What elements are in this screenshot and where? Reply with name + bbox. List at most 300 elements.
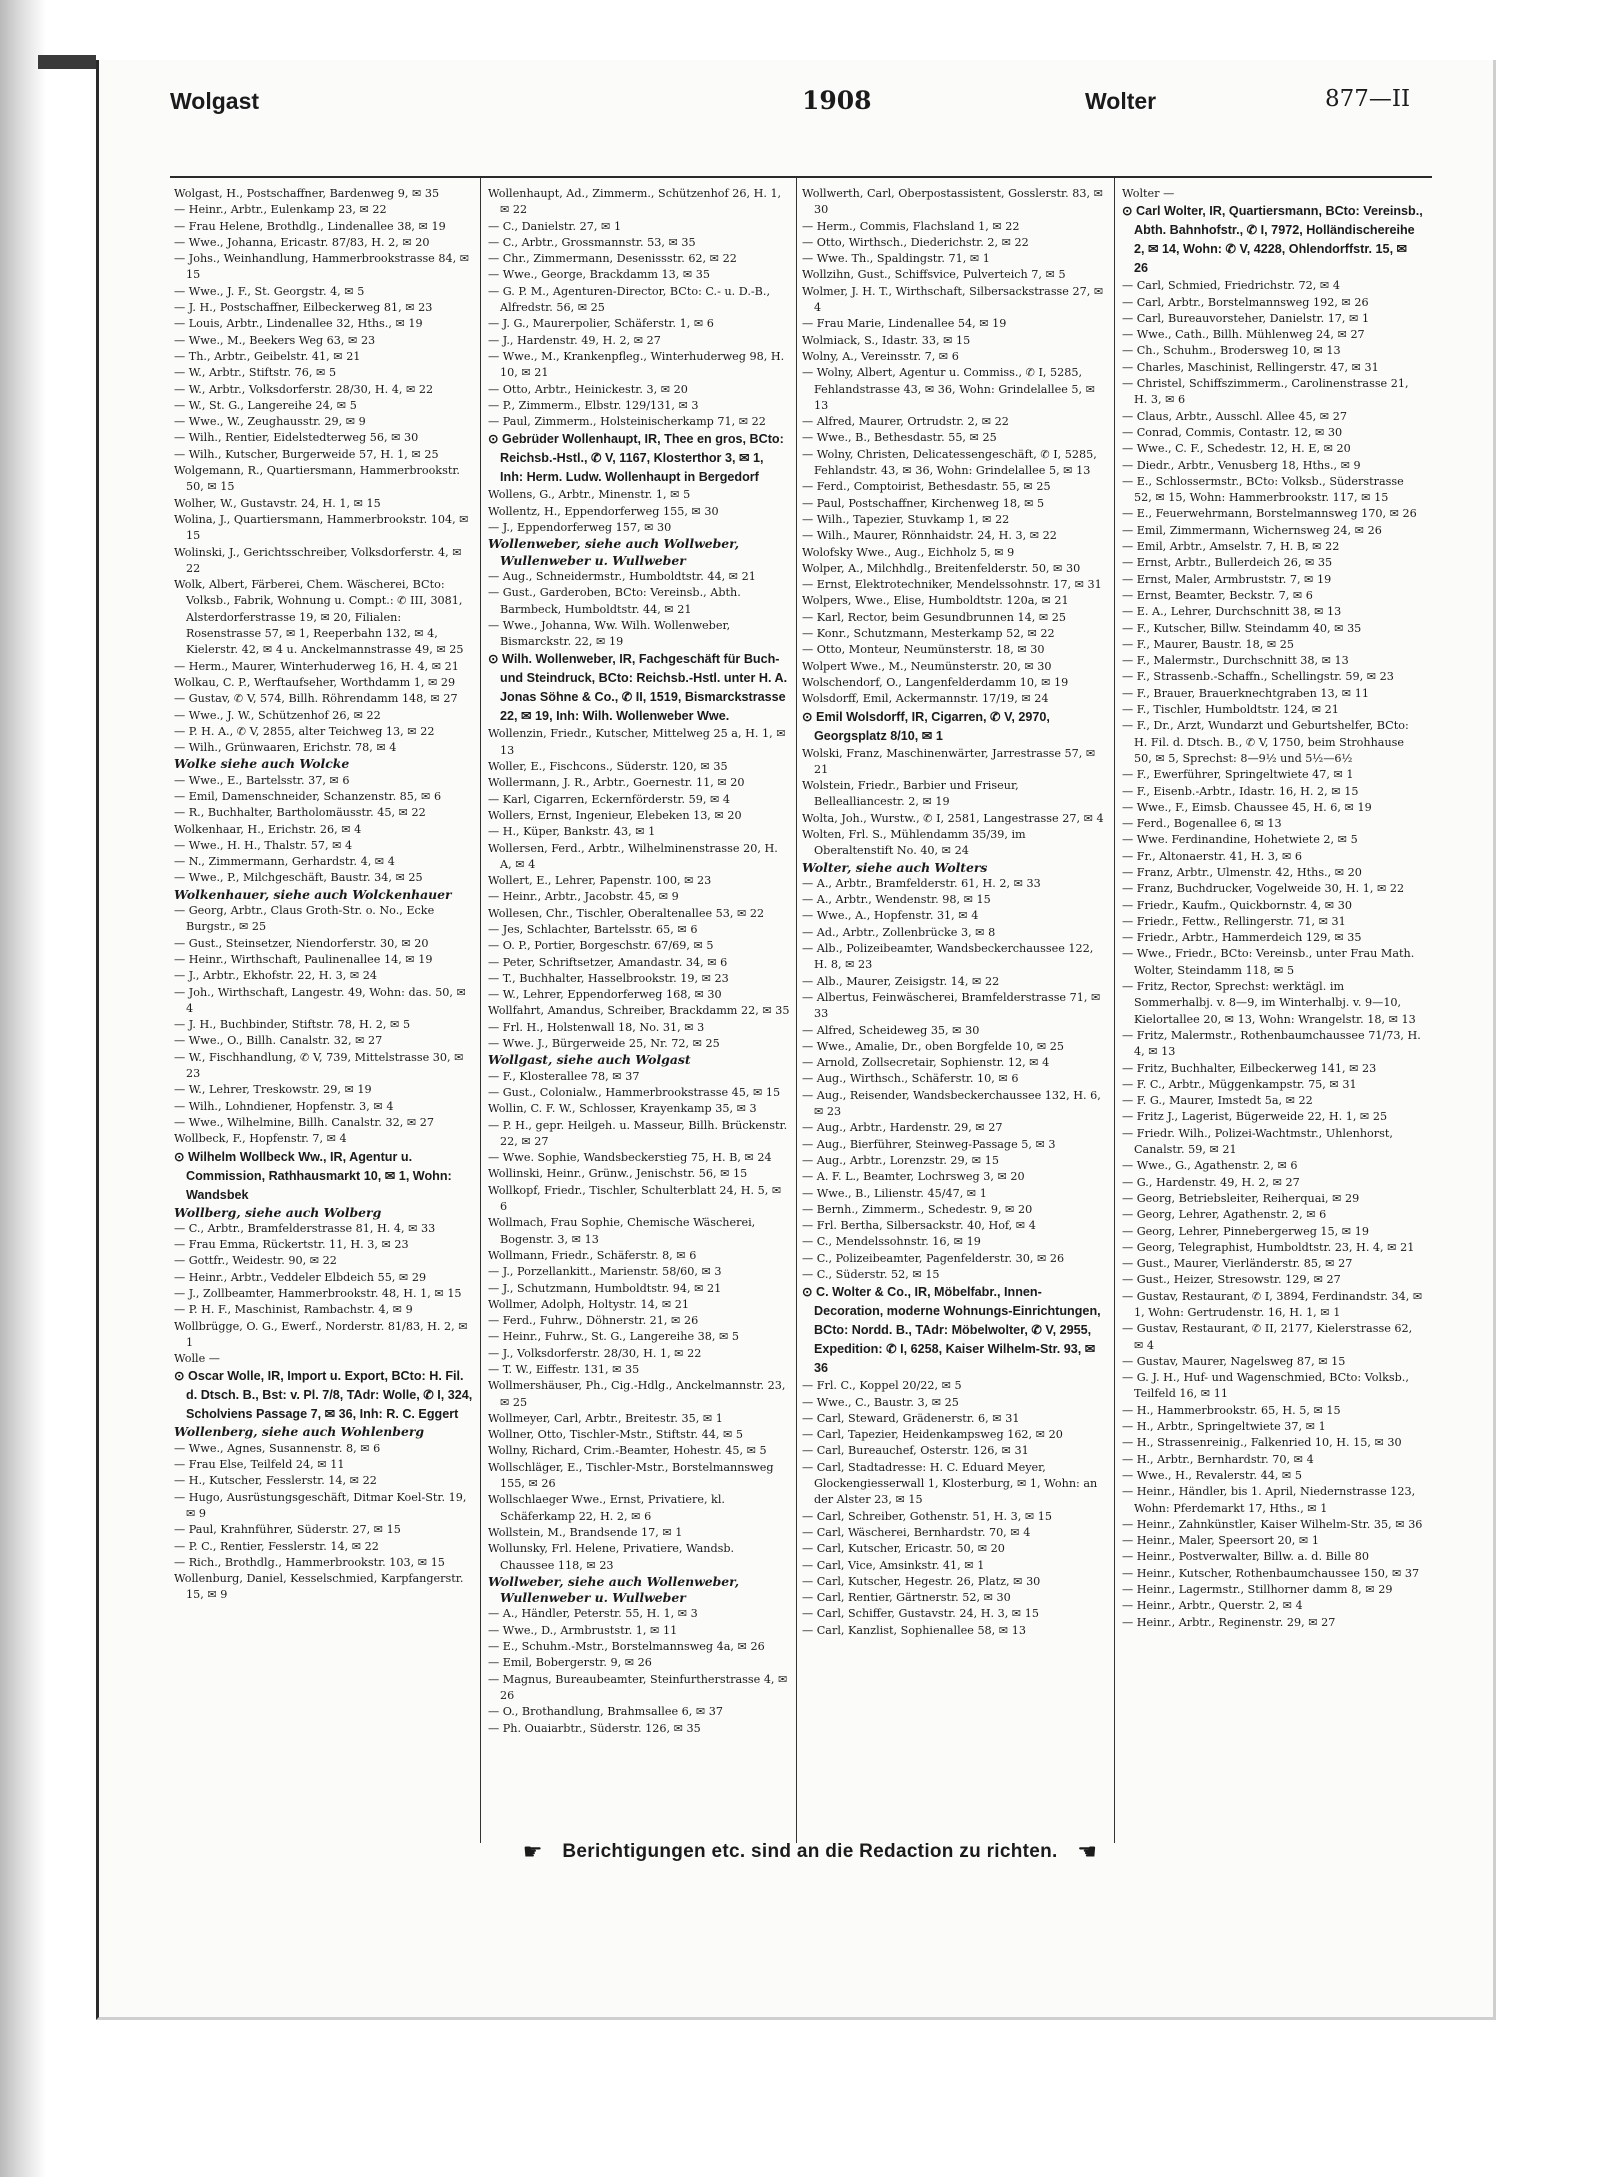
directory-entry: — Gust., Steinsetzer, Niendorferstr. 30, ✉ 20 — [174, 936, 429, 950]
directory-entry: Wolle — — [174, 1352, 220, 1366]
directory-entry: — Carl, Kanzlist, Sophienallee 58, ✉ 13 — [802, 1623, 1026, 1637]
directory-entry: — Franz, Buchdrucker, Vogelweide 30, H. 1, ✉ 22 — [1122, 882, 1405, 896]
directory-entry: — Wwe., Friedr., BCto: Vereinsb., unter Frau Math. Wolter, Steindamm 118, ✉ 5 — [1122, 947, 1415, 977]
directory-entry: — Heinr., Arbtr., Querstr. 2, ✉ 4 — [1122, 1599, 1303, 1613]
directory-entry: Wollstein, M., Brandsende 17, ✉ 1 — [488, 1525, 683, 1539]
directory-entry: — J., Porzellankitt., Marienstr. 58/60, ✉ 3 — [488, 1265, 722, 1279]
directory-entry: — J., Zollbeamter, Hammerbrookstr. 48, H. 1, ✉ 15 — [174, 1287, 462, 1300]
directory-entry: Wollunsky, Frl. Helene, Privatiere, Wandsb. Chaussee 118, ✉ 23 — [488, 1542, 735, 1572]
directory-entry: — Wwe., Amalie, Dr., oben Borgfelde 10, ✉ 25 — [802, 1039, 1065, 1053]
directory-entry: — Wilh., Tapezier, Stuvkamp 1, ✉ 22 — [802, 512, 1010, 526]
directory-entry: ⊙ Oscar Wolle, IR, Import u. Export, BCto: H. Fil. d. Dtsch. B., Bst: v. Pl. 7/8, TAdr: Wolle, ✆ I, 324, Scholviens Passage 7, ✉ 36, Inh: R. C. Eggert — [174, 1369, 473, 1422]
directory-entry: — Carl, Wäscherei, Bernhardstr. 70, ✉ 4 — [802, 1525, 1031, 1539]
directory-entry: — Friedr., Kaufm., Quickbornstr. 4, ✉ 30 — [1122, 898, 1352, 912]
directory-entry: — J. H., Postschaffner, Eilbeckerweg 81, ✉ 23 — [174, 301, 433, 315]
directory-entry: — Ferd., Bogenallee 6, ✉ 13 — [1122, 817, 1282, 831]
directory-entry: — Ph. Ouaiarbtr., Süderstr. 126, ✉ 35 — [488, 1721, 701, 1735]
directory-entry: Wolkenhauer, siehe auch Wolckenhauer — [174, 886, 452, 902]
directory-entry: — Wwe., F., Eimsb. Chaussee 45, H. 6, ✉ 19 — [1122, 800, 1372, 814]
directory-entry: Wollkopf, Friedr., Tischler, Schulterblatt 24, H. 5, ✉ 6 — [488, 1183, 782, 1214]
directory-entry: Wollenzin, Friedr., Kutscher, Mittelweg 25 a, H. 1, ✉ 13 — [488, 727, 786, 757]
directory-entry: Wollbeck, F., Hopfenstr. 7, ✉ 4 — [174, 1132, 347, 1146]
directory-entry: — J., Schutzmann, Humboldtstr. 94, ✉ 21 — [488, 1281, 722, 1295]
directory-entry: Wollens, G., Arbtr., Minenstr. 1, ✉ 5 — [488, 488, 691, 502]
directory-entry: — Peter, Schriftsetzer, Amandastr. 34, ✉ 6 — [488, 955, 728, 969]
directory-entry: Wolkenhaar, H., Erichstr. 26, ✉ 4 — [174, 822, 362, 836]
directory-entry: — Ernst, Maler, Armbruststr. 7, ✉ 19 — [1122, 572, 1332, 586]
directory-entry: — Georg, Betriebsleiter, Reiherquai, ✉ 29 — [1122, 1191, 1360, 1205]
directory-entry: — H., Arbtr., Bernhardstr. 70, ✉ 4 — [1122, 1452, 1314, 1466]
directory-entry: Wollmann, Friedr., Schäferstr. 8, ✉ 6 — [488, 1248, 697, 1262]
directory-entry: — Jes, Schlachter, Bartelsstr. 65, ✉ 6 — [488, 922, 698, 936]
directory-entry: — Georg, Lehrer, Pinnebergerweg 15, ✉ 19 — [1122, 1224, 1369, 1238]
page-footer — [200, 1840, 1420, 1865]
directory-entry: — W., Arbtr., Stiftstr. 76, ✉ 5 — [174, 366, 337, 380]
directory-entry: Wollin, C. F. W., Schlosser, Krayenkamp 35, ✉ 3 — [488, 1102, 757, 1116]
directory-entry: — F., Dr., Arzt, Wundarzt und Geburtshelfer, BCto: H. Fil. d. Dtsch. B., ✆ V, 1750, beim Strohhause 50, ✉ 5, Sprechst: 8—9½ und 5½—6½ — [1122, 719, 1409, 765]
pointing-hand-icon: ☛ — [1077, 1840, 1098, 1865]
directory-entry: — Gustav, Restaurant, ✆ II, 2177, Kielerstrasse 62, ✉ 4 — [1122, 1322, 1413, 1352]
directory-entry: Wollfahrt, Amandus, Schreiber, Brackdamm 22, ✉ 35 — [488, 1004, 790, 1018]
directory-entry: ⊙ Gebrüder Wollenhaupt, IR, Thee en gros, BCto: Reichsb.-Hstl., ✆ V, 1167, Klosterthor 3, ✉ 1, Inh: Herm. Ludw. Wollenhaupt in Bergedorf — [488, 432, 784, 485]
directory-entry: Wolny, A., Vereinsstr. 7, ✉ 6 — [802, 349, 959, 363]
directory-entry: Wollenburg, Daniel, Kesselschmied, Karpfangerstr. 15, ✉ 9 — [174, 1572, 464, 1602]
column-divider — [1114, 178, 1115, 1843]
directory-entry: — Wwe., M., Beekers Weg 63, ✉ 23 — [174, 333, 376, 347]
directory-entry: — Ch., Schuhm., Brodersweg 10, ✉ 13 — [1122, 344, 1341, 358]
directory-entry: — F., Malermstr., Durchschnitt 38, ✉ 13 — [1122, 654, 1349, 668]
directory-entry: Wollermann, J. R., Arbtr., Goernestr. 11, ✉ 20 — [488, 776, 745, 790]
directory-entry: — Ferd., Comptoirist, Bethesdastr. 55, ✉ 25 — [802, 480, 1051, 494]
directory-entry: Wolsdorff, Emil, Ackermannstr. 17/19, ✉ 24 — [802, 692, 1049, 706]
directory-entry: Wolinski, J., Gerichtsschreiber, Volksdorferstr. 4, ✉ 22 — [174, 545, 462, 575]
directory-entry: — A., Arbtr., Wendenstr. 98, ✉ 15 — [802, 893, 991, 907]
directory-entry: — J., Volksdorferstr. 28/30, H. 1, ✉ 22 — [488, 1346, 702, 1360]
directory-entry: — Otto, Monteur, Neumünsterstr. 18, ✉ 30 — [802, 643, 1045, 657]
directory-entry: — Aug., Arbtr., Hardenstr. 29, ✉ 27 — [802, 1121, 1003, 1135]
directory-entry: — G. J. H., Huf- und Wagenschmied, BCto: Volksb., Teilfeld 16, ✉ 11 — [1122, 1371, 1409, 1401]
directory-entry: — Wwe., J. F., St. Georgstr. 4, ✉ 5 — [174, 284, 365, 298]
directory-entry: — Carl, Stadtadresse: H. C. Eduard Meyer, Glockengiesserwall 1, Klosterburg, ✉ 1, Wohn: an der Alster 23, ✉ 15 — [802, 1460, 1098, 1507]
directory-entry: — Wwe., H., Revalerstr. 44, ✉ 5 — [1122, 1468, 1302, 1482]
directory-entry: — Wwe., B., Lilienstr. 45/47, ✉ 1 — [802, 1186, 987, 1200]
directory-entry: Wolina, J., Quartiersmann, Hammerbrookstr. 104, ✉ 15 — [174, 512, 469, 543]
directory-entry: — Carl, Kutscher, Ericastr. 50, ✉ 20 — [802, 1542, 1005, 1556]
directory-entry: Wollesen, Chr., Tischler, Oberaltenallee 53, ✉ 22 — [488, 906, 765, 920]
directory-entry: — Carl, Vice, Amsinkstr. 41, ✉ 1 — [802, 1558, 985, 1572]
directory-entry: ⊙ Emil Wolsdorff, IR, Cigarren, ✆ V, 2970, Georgsplatz 8/10, ✉ 1 — [802, 709, 1050, 743]
directory-entry: Wolmiack, S., Idastr. 33, ✉ 15 — [802, 333, 971, 347]
directory-entry: Wollert, E., Lehrer, Papenstr. 100, ✉ 23 — [488, 874, 712, 888]
column-divider — [796, 178, 797, 1843]
directory-entry: — H., Strassenreinig., Falkenried 10, H. 15, ✉ 30 — [1122, 1436, 1402, 1450]
directory-entry: — Ernst, Elektrotechniker, Mendelssohnstr. 17, ✉ 31 — [802, 578, 1102, 592]
directory-entry: — Carl, Schmied, Friedrichstr. 72, ✉ 4 — [1122, 279, 1340, 293]
directory-entry: — Hugo, Ausrüstungsgeschäft, Ditmar Koel-Str. 19, ✉ 9 — [174, 1490, 467, 1520]
directory-entry: Wolski, Franz, Maschinenwärter, Jarrestrasse 57, ✉ 21 — [802, 746, 1096, 776]
directory-entry: — Frau Else, Teilfeld 24, ✉ 11 — [174, 1458, 345, 1472]
directory-entry: — J., Hardenstr. 49, H. 2, ✉ 27 — [488, 333, 661, 347]
directory-entry: Wollinski, Heinr., Grünw., Jenischstr. 56, ✉ 15 — [488, 1167, 748, 1181]
directory-entry: ⊙ Wilh. Wollenweber, IR, Fachgeschäft für Buch- und Steindruck, BCto: Reichsb.-Hstl. unter H. A. Jonas Söhne & Co., ✆ II, 1519, Bismarckstrasse 22, ✉ 19, Inh: Wilh. Wollenweber Wwe. — [488, 652, 788, 724]
directory-entry: — H., Küper, Bankstr. 43, ✉ 1 — [488, 825, 656, 839]
directory-entry: — F., Tischler, Humboldtstr. 124, ✉ 21 — [1122, 703, 1339, 717]
directory-entry: Wolstein, Friedr., Barbier und Friseur, Bellealliancestr. 2, ✉ 19 — [802, 779, 1019, 809]
directory-entry: — Alfred, Scheideweg 35, ✉ 30 — [802, 1023, 980, 1037]
directory-entry: — Wwe., Cath., Billh. Mühlenweg 24, ✉ 27 — [1122, 328, 1365, 342]
directory-entry: — Wwe., A., Hopfenstr. 31, ✉ 4 — [802, 909, 979, 923]
directory-entry: — Wwe., D., Armbruststr. 1, ✉ 11 — [488, 1623, 678, 1637]
directory-entry: — Friedr. Wilh., Polizei-Wachtmstr., Uhlenhorst, Canalstr. 59, ✉ 21 — [1122, 1126, 1393, 1157]
directory-entry: — Th., Arbtr., Geibelstr. 41, ✉ 21 — [174, 349, 361, 363]
directory-entry: — J., Eppendorferweg 157, ✉ 30 — [488, 521, 672, 535]
directory-entry: Wolkau, C. P., Werftaufseher, Worthdamm 1, ✉ 29 — [174, 675, 456, 689]
directory-entry: — Wilh., Lohndiener, Hopfenstr. 3, ✉ 4 — [174, 1099, 394, 1113]
directory-entry: — C., Süderstr. 52, ✉ 15 — [802, 1268, 940, 1281]
directory-entry: — Conrad, Commis, Contastr. 12, ✉ 30 — [1122, 425, 1343, 439]
directory-entry: — Wwe. Th., Spaldingstr. 71, ✉ 1 — [802, 252, 990, 266]
directory-entry: — Heinr., Arbtr., Reginenstr. 29, ✉ 27 — [1122, 1615, 1336, 1629]
header-year: 1908 — [802, 86, 872, 115]
directory-column-3 — [802, 186, 1104, 1846]
directory-entry: — Heinr., Fuhrw., St. G., Langereihe 38, ✉ 5 — [488, 1330, 740, 1344]
page-header — [170, 84, 1430, 124]
directory-entry: — Ernst, Beamter, Beckstr. 7, ✉ 6 — [1122, 588, 1313, 602]
directory-entry: — Carl, Schiffer, Gustavstr. 24, H. 3, ✉ 15 — [802, 1607, 1039, 1621]
directory-column-2 — [488, 186, 790, 1846]
directory-entry: — Gust., Garderoben, BCto: Vereinsb., Abth. Barmbeck, Humboldtstr. 44, ✉ 21 — [488, 586, 741, 616]
directory-entry: Wollschlaeger Wwe., Ernst, Privatiere, kl. Schäferkamp 22, H. 2, ✉ 6 — [488, 1493, 725, 1523]
directory-entry: — O., Brothandlung, Brahmsallee 6, ✉ 37 — [488, 1705, 724, 1719]
directory-entry: — Wwe., O., Billh. Canalstr. 32, ✉ 27 — [174, 1034, 383, 1048]
directory-entry: — Wwe. J., Bürgerweide 25, Nr. 72, ✉ 25 — [488, 1037, 720, 1051]
directory-entry: Wolper, A., Milchhdlg., Breitenfelderstr. 50, ✉ 30 — [802, 561, 1081, 575]
directory-entry: — Heinr., Arbtr., Veddeler Elbdeich 55, ✉ 29 — [174, 1270, 427, 1284]
directory-entry: — Albertus, Feinwäscherei, Bramfelderstrasse 71, ✉ 33 — [802, 990, 1101, 1021]
directory-entry: — Georg, Arbtr., Claus Groth-Str. o. No., Ecke Burgstr., ✉ 25 — [174, 904, 435, 934]
directory-entry: — Aug., Reisender, Wandsbeckerchaussee 132, H. 6, ✉ 23 — [802, 1088, 1101, 1119]
directory-entry: — A., Arbtr., Bramfelderstr. 61, H. 2, ✉ 33 — [802, 876, 1041, 890]
directory-entry: — Diedr., Arbtr., Venusberg 18, Hths., ✉ 9 — [1122, 458, 1361, 472]
directory-entry: Wolschendorf, O., Langenfelderdamm 10, ✉ 19 — [802, 675, 1069, 689]
directory-entry: — Herm., Commis, Flachsland 1, ✉ 22 — [802, 219, 1020, 233]
directory-entry: Wollny, Richard, Crim.-Beamter, Hohestr. 45, ✉ 5 — [488, 1444, 767, 1458]
directory-entry: — Georg, Telegraphist, Humboldtstr. 23, H. 4, ✉ 21 — [1122, 1240, 1415, 1254]
directory-entry: — C., Arbtr., Bramfelderstrasse 81, H. 4, ✉ 33 — [174, 1221, 436, 1235]
directory-entry: — Wwe., Wilhelmine, Billh. Canalstr. 32, ✉ 27 — [174, 1115, 435, 1129]
directory-entry: — Georg, Lehrer, Agathenstr. 2, ✉ 6 — [1122, 1208, 1327, 1222]
directory-entry: — Frl. H., Holstenwall 18, No. 31, ✉ 3 — [488, 1020, 705, 1034]
directory-entry: — Fritz, Rector, Sprechst: werktägl. im Sommerhalbj. v. 8—9, im Winterhalbj. v. 9—10, Kielortallee 20, ✉ 13, Wohn: Wrangelstr. 18, ✉ 13 — [1122, 980, 1416, 1026]
directory-entry: Wollweber, siehe auch Wollenweber, Wullenweber u. Wullweber — [488, 1573, 740, 1606]
directory-entry: — E., Schlossermstr., BCto: Volksb., Süderstrasse 52, ✉ 15, Wohn: Hammerbrookstr. 117, ✉ 15 — [1122, 474, 1404, 505]
book-binding-shadow — [0, 0, 46, 2177]
directory-entry: — Fr., Altonaerstr. 41, H. 3, ✉ 6 — [1122, 849, 1302, 863]
directory-entry: Wollberg, siehe auch Wolberg — [174, 1204, 382, 1220]
directory-entry: — Fritz J., Lagerist, Bügerweide 22, H. 1, ✉ 25 — [1122, 1110, 1388, 1124]
directory-entry: ⊙ Wilhelm Wollbeck Ww., IR, Agentur u. Commission, Rathhausmarkt 10, ✉ 1, Wohn: Wandsbek — [174, 1149, 452, 1202]
directory-entry: — J., Arbtr., Ekhofstr. 22, H. 3, ✉ 24 — [174, 969, 378, 983]
directory-entry: Wolgast, H., Postschaffner, Bardenweg 9, ✉ 35 — [174, 187, 440, 200]
directory-entry: Wolpers, Wwe., Elise, Humboldtstr. 120a, ✉ 21 — [802, 594, 1069, 608]
directory-entry: — E., Feuerwehrmann, Borstelmannsweg 170, ✉ 26 — [1122, 507, 1417, 521]
directory-entry: ⊙ C. Wolter & Co., IR, Möbelfabr., Innen-Decoration, moderne Wohnungs-Einrichtungen, BCto: Nordd. B., TAdr: Möbelwolter, ✆ V, 2955, Expedition: ✆ I, 6258, Kaiser Wilhelm-Str. 93, ✉ 36 — [802, 1285, 1101, 1376]
binding-band — [38, 55, 96, 69]
directory-entry: — E. A., Lehrer, Durchschnitt 38, ✉ 13 — [1122, 605, 1342, 619]
directory-entry: — C., Arbtr., Grossmannstr. 53, ✉ 35 — [488, 235, 696, 249]
directory-entry: — Heinr., Lagermstr., Stillhorner damm 8, ✉ 29 — [1122, 1583, 1393, 1597]
pointing-hand-icon: ☛ — [522, 1840, 543, 1865]
directory-entry: — Louis, Arbtr., Lindenallee 32, Hths., ✉ 19 — [174, 317, 423, 331]
directory-entry: — Wwe., George, Brackdamm 13, ✉ 35 — [488, 268, 711, 282]
directory-entry: — Paul, Postschaffner, Kirchenweg 18, ✉ 5 — [802, 496, 1045, 510]
directory-entry: — P. C., Rentier, Fesslerstr. 14, ✉ 22 — [174, 1539, 379, 1553]
directory-entry: — Wwe., G., Agathenstr. 2, ✉ 6 — [1122, 1159, 1298, 1173]
directory-entry: — H., Arbtr., Springeltwiete 37, ✉ 1 — [1122, 1420, 1326, 1434]
directory-entry: — Gust., Maurer, Vierländerstr. 85, ✉ 27 — [1122, 1257, 1353, 1271]
directory-entry: — Charles, Maschinist, Rellingerstr. 47, ✉ 31 — [1122, 360, 1379, 374]
directory-entry: — Wwe., Johanna, Ericastr. 87/83, H. 2, ✉ 20 — [174, 235, 430, 249]
directory-entry: — Wwe., B., Bethesdastr. 55, ✉ 25 — [802, 431, 997, 445]
directory-entry: Wolten, Frl. S., Mühlendamm 35/39, im Oberaltenstift No. 40, ✉ 24 — [802, 827, 1026, 858]
directory-entry: Wolke siehe auch Wolcke — [174, 756, 350, 772]
directory-entry: — J. G., Maurerpolier, Schäferstr. 1, ✉ 6 — [488, 317, 714, 331]
directory-entry: Wollbrügge, O. G., Ewerf., Norderstr. 81/83, H. 2, ✉ 1 — [174, 1319, 468, 1349]
directory-entry: — Konr., Schutzmann, Mesterkamp 52, ✉ 22 — [802, 627, 1055, 641]
directory-entry: — Aug., Wirthsch., Schäferstr. 10, ✉ 6 — [802, 1072, 1019, 1086]
directory-entry: — W., Lehrer, Eppendorferweg 168, ✉ 30 — [488, 988, 722, 1002]
directory-entry: — Karl, Rector, beim Gesundbrunnen 14, ✉ 25 — [802, 610, 1066, 624]
directory-entry: — Franz, Arbtr., Ulmenstr. 42, Hths., ✉ 20 — [1122, 865, 1362, 879]
directory-entry: Wollzihn, Gust., Schiffsvice, Pulverteich 7, ✉ 5 — [802, 268, 1066, 282]
directory-entry: Wollmer, Adolph, Holtystr. 14, ✉ 21 — [488, 1297, 689, 1311]
directory-entry: — Emil, Arbtr., Amselstr. 7, H. B, ✉ 22 — [1122, 540, 1340, 554]
directory-entry: — F. C., Arbtr., Müggenkampstr. 75, ✉ 31 — [1122, 1077, 1357, 1091]
directory-entry: — Ad., Arbtr., Zollenbrücke 3, ✉ 8 — [802, 925, 996, 939]
directory-entry: — Heinr., Kutscher, Rothenbaumchaussee 150, ✉ 37 — [1122, 1566, 1420, 1580]
directory-entry: — F., Kutscher, Billw. Steindamm 40, ✉ 35 — [1122, 621, 1362, 635]
directory-entry: — Gustav, Maurer, Nagelsweg 87, ✉ 15 — [1122, 1354, 1346, 1368]
directory-entry: — W., Arbtr., Volksdorferstr. 28/30, H. 4, ✉ 22 — [174, 382, 434, 396]
directory-entry: Wollersen, Ferd., Arbtr., Wilhelminenstrasse 20, H. A, ✉ 4 — [488, 841, 778, 871]
directory-entry: Wolter — — [1122, 187, 1175, 200]
directory-entry: Wolgemann, R., Quartiersmann, Hammerbrookstr. 50, ✉ 15 — [174, 464, 460, 494]
directory-entry: — Heinr., Arbtr., Eulenkamp 23, ✉ 22 — [174, 203, 387, 217]
directory-entry: — E., Schuhm.-Mstr., Borstelmannsweg 4a, ✉ 26 — [488, 1640, 765, 1654]
directory-entry: — Carl, Kutscher, Hegestr. 26, Platz, ✉ 30 — [802, 1574, 1041, 1588]
directory-column-4 — [1122, 186, 1424, 1846]
directory-entry: — P. H. F., Maschinist, Rambachstr. 4, ✉ 9 — [174, 1303, 413, 1317]
directory-entry: Wolofsky Wwe., Aug., Eichholz 5, ✉ 9 — [802, 545, 1015, 559]
directory-entry: Wollschläger, E., Tischler-Mstr., Borstelmannsweg 155, ✉ 26 — [488, 1460, 774, 1491]
directory-entry: — Johs., Weinhandlung, Hammerbrookstrasse 84, ✉ 15 — [174, 252, 470, 282]
directory-entry: — Carl, Rentier, Gärtnerstr. 52, ✉ 30 — [802, 1591, 1011, 1605]
directory-entry: — Arnold, Zollsecretair, Sophienstr. 12, ✉ 4 — [802, 1056, 1050, 1070]
directory-entry: Wolta, Joh., Wurstw., ✆ I, 2581, Langestrasse 27, ✉ 4 — [802, 811, 1104, 825]
directory-entry: Wollenweber, siehe auch Wollweber, Wullenweber u. Wullweber — [488, 536, 740, 568]
directory-entry: — Wwe., Johanna, Ww. Wilh. Wollenweber, Bismarckstr. 22, ✉ 19 — [488, 618, 731, 649]
directory-entry: Wollers, Ernst, Ingenieur, Elebeken 13, ✉ 20 — [488, 808, 742, 822]
directory-entry: Wollmeyer, Carl, Arbtr., Breitestr. 35, ✉ 1 — [488, 1411, 723, 1425]
directory-entry: — F. G., Maurer, Imstedt 5a, ✉ 22 — [1122, 1094, 1313, 1108]
directory-entry: — Wwe. Ferdinandine, Hohetwiete 2, ✉ 5 — [1122, 833, 1358, 847]
directory-entry: — Heinr., Händler, bis 1. April, Niedernstrasse 123, Wohn: Pferdemarkt 17, Hths., ✉ 1 — [1122, 1485, 1416, 1515]
directory-entry: ⊙ Carl Wolter, IR, Quartiersmann, BCto: Vereinsb., Abth. Bahnhofstr., ✆ I, 7972, Holländischereihe 2, ✉ 14, Wohn: ✆ V, 4228, Ohlendorffstr. 15, ✉ 26 — [1122, 204, 1423, 276]
directory-entry: — P. H., gepr. Heilgeh. u. Masseur, Billh. Brückenstr. 22, ✉ 27 — [488, 1118, 788, 1148]
directory-entry: Wollenberg, siehe auch Wohlenberg — [174, 1424, 425, 1440]
directory-entry: — Alb., Polizeibeamter, Wandsbeckerchaussee 122, H. 8, ✉ 23 — [802, 942, 1094, 972]
directory-entry: — Otto, Arbtr., Heinickestr. 3, ✉ 20 — [488, 382, 688, 396]
directory-entry: — N., Zimmermann, Gerhardstr. 4, ✉ 4 — [174, 855, 395, 869]
directory-entry: — W., Lehrer, Treskowstr. 29, ✉ 19 — [174, 1083, 372, 1097]
directory-entry: — Friedr., Arbtr., Hammerdeich 129, ✉ 35 — [1122, 931, 1362, 945]
directory-entry: — Frau Helene, Brothdlg., Lindenallee 38, ✉ 19 — [174, 219, 446, 233]
header-rule — [170, 176, 1432, 178]
directory-entry: — Wilh., Grünwaaren, Erichstr. 78, ✉ 4 — [174, 741, 397, 755]
directory-entry: — Wwe., C., Baustr. 3, ✉ 25 — [802, 1395, 959, 1409]
footer-notice: Berichtigungen etc. sind an die Redaction zu richten. — [562, 1841, 1058, 1862]
directory-entry: — Friedr., Fettw., Rellingerstr. 71, ✉ 31 — [1122, 914, 1346, 928]
directory-entry: — Wwe., H. H., Thalstr. 57, ✉ 4 — [174, 838, 353, 852]
header-left-keyword: Wolgast — [170, 88, 260, 114]
directory-entry: — Heinr., Zahnkünstler, Kaiser Wilhelm-Str. 35, ✉ 36 — [1122, 1517, 1423, 1531]
directory-entry: — Wilh., Maurer, Rönnhaidstr. 24, H. 3, ✉ 22 — [802, 529, 1057, 543]
directory-entry: Wollgast, siehe auch Wolgast — [488, 1052, 691, 1068]
header-right-keyword: Wolter — [1085, 88, 1157, 114]
directory-entry: — Carl, Arbtr., Borstelmannsweg 192, ✉ 26 — [1122, 295, 1369, 309]
directory-entry: — Gust., Heizer, Stresowstr. 129, ✉ 27 — [1122, 1273, 1341, 1287]
directory-entry: Wollentz, H., Eppendorferweg 155, ✉ 30 — [488, 504, 719, 518]
directory-entry: Wolmer, J. H. T., Wirthschaft, Silbersackstrasse 27, ✉ 4 — [802, 284, 1104, 315]
directory-entry: — F., Eisenb.-Arbtr., Idastr. 16, H. 2, ✉ 15 — [1122, 784, 1359, 798]
directory-entry: — Aug., Schneidermstr., Humboldtstr. 44, ✉ 21 — [488, 569, 756, 583]
directory-entry: — R., Buchhalter, Bartholomäusstr. 45, ✉ 22 — [174, 806, 426, 820]
directory-entry: — F., Ewerführer, Springeltwiete 47, ✉ 1 — [1122, 768, 1354, 782]
directory-entry: — Heinr., Postverwalter, Billw. a. d. Bille 80 — [1122, 1550, 1369, 1564]
directory-entry: — P. H. A., ✆ V, 2855, alter Teichweg 13, ✉ 22 — [174, 724, 435, 738]
directory-entry: — Bernh., Zimmerm., Schedestr. 9, ✉ 20 — [802, 1202, 1033, 1216]
directory-entry: — Fritz, Buchhalter, Eilbeckerweg 141, ✉ 23 — [1122, 1061, 1377, 1075]
directory-entry: — Wwe., M., Krankenpfleg., Winterhuderweg 98, H. 10, ✉ 21 — [488, 349, 785, 380]
directory-entry: Wollmershäuser, Ph., Cig.-Hdlg., Anckelmannstr. 23, ✉ 25 — [488, 1379, 786, 1409]
directory-entry: — T., Buchhalter, Hasselbrookstr. 19, ✉ 23 — [488, 971, 729, 985]
directory-entry: — Aug., Bierführer, Steinweg-Passage 5, ✉ 3 — [802, 1137, 1056, 1151]
directory-entry: — Emil, Damenschneider, Schanzenstr. 85, ✉ 6 — [174, 789, 442, 803]
directory-entry: Woller, E., Fischcons., Süderstr. 120, ✉ 35 — [488, 760, 728, 774]
directory-entry: — Gottfr., Weidestr. 90, ✉ 22 — [174, 1254, 337, 1268]
directory-entry: — T. W., Eiffestr. 131, ✉ 35 — [488, 1363, 640, 1376]
directory-column-1 — [174, 186, 476, 1846]
directory-entry: — Claus, Arbtr., Ausschl. Allee 45, ✉ 27 — [1122, 409, 1347, 423]
directory-entry: — Paul, Zimmerm., Holsteinischerkamp 71, ✉ 22 — [488, 415, 766, 429]
directory-entry: — O. P., Portier, Borgeschstr. 67/69, ✉ 5 — [488, 939, 714, 953]
directory-entry: — Wwe., E., Bartelsstr. 37, ✉ 6 — [174, 773, 350, 787]
directory-entry: — J. H., Buchbinder, Stiftstr. 78, H. 2, ✉ 5 — [174, 1018, 411, 1032]
directory-entry: — Emil, Zimmermann, Wichernsweg 24, ✉ 26 — [1122, 523, 1382, 537]
directory-entry: — H., Kutscher, Fesslerstr. 14, ✉ 22 — [174, 1474, 377, 1488]
directory-entry: Wolk, Albert, Färberei, Chem. Wäscherei, BCto: Volksb., Fabrik, Wohnung u. Compt.: ✆ III, 3081, Alsterdorferstrasse 19, ✉ 20, Filialen: Rosenstrasse 57, ✉ 1, Reeperbahn 132, ✉ 4, Kielerstr. 42, ✉ 4 u. Anckelmannstrasse 49, ✉ 25 — [174, 578, 464, 657]
directory-entry: — Magnus, Bureaubeamter, Steinfurtherstrasse 4, ✉ 26 — [488, 1672, 788, 1702]
directory-entry: — Ferd., Fuhrw., Döhnerstr. 21, ✉ 26 — [488, 1314, 699, 1328]
directory-entry: — A. F. L., Beamter, Lochrsweg 3, ✉ 20 — [802, 1170, 1025, 1184]
directory-entry: — Wolny, Christen, Delicatessengeschäft, ✆ I, 5285, Fehlandstr. 43, ✉ 36, Wohn: Grindelallee 5, ✉ 13 — [802, 447, 1097, 478]
directory-entry: — Wwe. Sophie, Wandsbeckerstieg 75, H. B, ✉ 24 — [488, 1151, 772, 1165]
directory-entry: — H., Hammerbrookstr. 65, H. 5, ✉ 15 — [1122, 1403, 1341, 1417]
directory-entry: — Christel, Schiffszimmerm., Carolinenstrasse 21, H. 3, ✉ 6 — [1122, 377, 1409, 407]
directory-entry: — C., Mendelssohnstr. 16, ✉ 19 — [802, 1235, 981, 1249]
directory-entry: — Gust., Colonialw., Hammerbrookstrasse 45, ✉ 15 — [488, 1085, 781, 1099]
directory-entry: — Frau Marie, Lindenallee 54, ✉ 19 — [802, 317, 1007, 331]
directory-entry: — Wolny, Albert, Agentur u. Commiss., ✆ I, 5285, Fehlandstrasse 43, ✉ 36, Wohn: Grindelallee 5, ✉ 13 — [802, 366, 1095, 412]
directory-entry: — P., Zimmerm., Elbstr. 129/131, ✉ 3 — [488, 398, 699, 412]
directory-entry: Wolter, siehe auch Wolters — [802, 859, 988, 875]
directory-entry: — Frau Emma, Rückertstr. 11, H. 3, ✉ 23 — [174, 1238, 409, 1252]
directory-entry: Wollmach, Frau Sophie, Chemische Wäscherei, Bogenstr. 3, ✉ 13 — [488, 1216, 756, 1246]
directory-entry: — Otto, Wirthsch., Diederichstr. 2, ✉ 22 — [802, 235, 1029, 249]
directory-entry: — Rich., Brothdlg., Hammerbrookstr. 103, ✉ 15 — [174, 1555, 445, 1569]
directory-entry: — Alb., Maurer, Zeisigstr. 14, ✉ 22 — [802, 974, 1000, 988]
directory-entry: — Joh., Wirthschaft, Langestr. 49, Wohn: das. 50, ✉ 4 — [174, 985, 466, 1015]
directory-entry: — Heinr., Maler, Speersort 20, ✉ 1 — [1122, 1534, 1319, 1548]
directory-entry: — Wwe., C. F., Schedestr. 12, H. E, ✉ 20 — [1122, 442, 1351, 456]
directory-entry: — Carl, Steward, Grädenerstr. 6, ✉ 31 — [802, 1411, 1020, 1425]
directory-entry: — Heinr., Arbtr., Jacobstr. 45, ✉ 9 — [488, 890, 679, 904]
directory-entry: Wollwerth, Carl, Oberpostassistent, Gosslerstr. 83, ✉ 30 — [802, 187, 1103, 217]
directory-entry: — F., Klosterallee 78, ✉ 37 — [488, 1069, 640, 1083]
directory-entry: — G., Hardenstr. 49, H. 2, ✉ 27 — [1122, 1175, 1300, 1189]
directory-entry: — Gustav, Restaurant, ✆ I, 3894, Ferdinandstr. 34, ✉ 1, Wohn: Gertrudenstr. 16, H. 1, ✉ 1 — [1122, 1289, 1423, 1319]
directory-entry: — Frl. Bertha, Silbersackstr. 40, Hof, ✉ 4 — [802, 1219, 1036, 1233]
directory-entry: — F., Maurer, Baustr. 18, ✉ 25 — [1122, 637, 1295, 651]
directory-entry: — Emil, Bobergerstr. 9, ✉ 26 — [488, 1656, 652, 1670]
directory-entry: — Karl, Cigarren, Eckernförderstr. 59, ✉ 4 — [488, 792, 731, 806]
directory-entry: — Fritz, Malermstr., Rothenbaumchaussee 71/73, H. 4, ✉ 13 — [1122, 1028, 1421, 1059]
directory-entry: Wollner, Otto, Tischler-Mstr., Stiftstr. 44, ✉ 5 — [488, 1428, 743, 1442]
directory-entry: — A., Händler, Peterstr. 55, H. 1, ✉ 3 — [488, 1607, 698, 1621]
directory-entry: — Carl, Tapezier, Heidenkampsweg 162, ✉ 20 — [802, 1428, 1063, 1442]
directory-entry: — Aug., Arbtr., Lorenzstr. 29, ✉ 15 — [802, 1153, 999, 1167]
directory-entry: — Alfred, Maurer, Ortrudstr. 2, ✉ 22 — [802, 415, 1009, 429]
header-page-number: 877—II — [1325, 86, 1411, 112]
directory-entry: — Paul, Krahnführer, Süderstr. 27, ✉ 15 — [174, 1523, 401, 1537]
directory-entry: — W., St. G., Langereihe 24, ✉ 5 — [174, 398, 357, 412]
directory-entry: — C., Polizeibeamter, Pagenfelderstr. 30, ✉ 26 — [802, 1251, 1065, 1265]
directory-entry: — Wwe., P., Milchgeschäft, Baustr. 34, ✉ 25 — [174, 871, 423, 885]
column-divider — [480, 178, 481, 1843]
directory-entry: — F., Strassenb.-Schaffn., Schellingstr. 59, ✉ 23 — [1122, 670, 1394, 684]
directory-entry: — Gustav, ✆ V, 574, Billh. Röhrendamm 148, ✉ 27 — [174, 692, 458, 706]
directory-entry: — Frl. C., Koppel 20/22, ✉ 5 — [802, 1379, 962, 1393]
directory-entry: — Wilh., Rentier, Eidelstedterweg 56, ✉ 30 — [174, 431, 419, 445]
directory-entry: — Herm., Maurer, Winterhuderweg 16, H. 4, ✉ 21 — [174, 659, 459, 673]
directory-entry: — Heinr., Wirthschaft, Paulinenallee 14, ✉ 19 — [174, 952, 433, 966]
directory-entry: — F., Brauer, Brauerknechtgraben 13, ✉ 11 — [1122, 686, 1369, 700]
directory-entry: — Ernst, Arbtr., Bullerdeich 26, ✉ 35 — [1122, 556, 1333, 570]
directory-entry: Wolher, W., Gustavstr. 24, H. 1, ✉ 15 — [174, 496, 381, 510]
directory-entry: — Wwe., W., Zeughausstr. 29, ✉ 9 — [174, 415, 366, 429]
directory-entry: — Chr., Zimmermann, Desenissstr. 62, ✉ 22 — [488, 252, 737, 266]
directory-entry: — Carl, Bureauvorsteher, Danielstr. 17, ✉ 1 — [1122, 311, 1370, 325]
directory-entry: — Wilh., Kutscher, Burgerweide 57, H. 1, ✉ 25 — [174, 447, 439, 461]
directory-entry: Wollenhaupt, Ad., Zimmerm., Schützenhof 26, H. 1, ✉ 22 — [488, 187, 782, 217]
directory-entry: — Carl, Schreiber, Gothenstr. 51, H. 3, ✉ 15 — [802, 1509, 1052, 1523]
directory-entry: — G. P. M., Agenturen-Director, BCto: C.- u. D.-B., Alfredstr. 56, ✉ 25 — [488, 284, 771, 315]
directory-entry: — Carl, Bureauchef, Osterstr. 126, ✉ 31 — [802, 1444, 1029, 1458]
directory-entry: Wolpert Wwe., M., Neumünsterstr. 20, ✉ 30 — [802, 659, 1052, 673]
directory-entry: — Wwe., Agnes, Susannenstr. 8, ✉ 6 — [174, 1441, 381, 1455]
directory-entry: — W., Fischhandlung, ✆ V, 739, Mittelstrasse 30, ✉ 23 — [174, 1050, 464, 1081]
directory-entry: — Wwe., J. W., Schützenhof 26, ✉ 22 — [174, 708, 381, 722]
